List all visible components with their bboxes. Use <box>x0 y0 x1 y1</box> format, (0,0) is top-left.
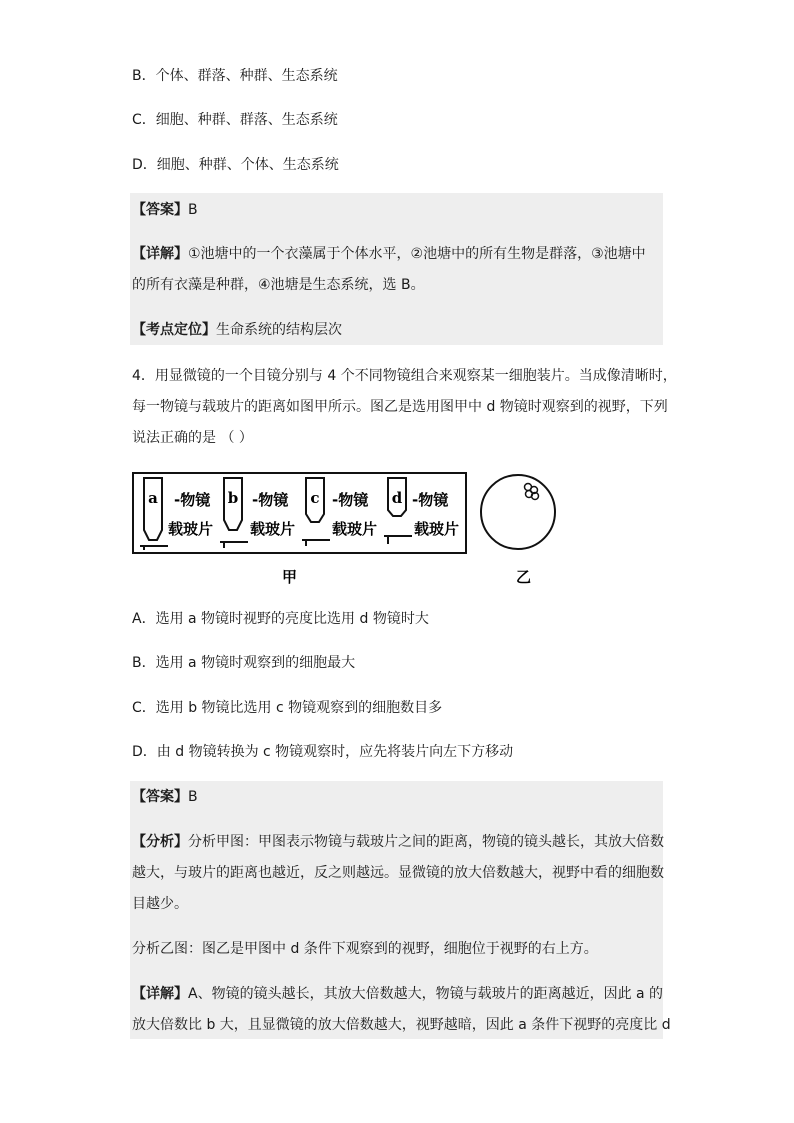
slide-label-c: 载玻片 <box>332 520 378 538</box>
q4-option-a: A．选用 a 物镜时视野的亮度比选用 d 物镜时大 <box>132 611 429 627</box>
q3-answer <box>132 200 198 220</box>
analysis-tag: 【分析】 <box>132 834 188 850</box>
q4-stem-line1: 4．用显微镜的一个目镜分别与 4 个不同物镜组合来观察某一细胞装片。当成像清晰时， <box>132 368 677 384</box>
q4-option-c: C．选用 b 物镜比选用 c 物镜观察到的细胞数目多 <box>132 700 443 716</box>
objective-label-b: -物镜 <box>252 491 289 509</box>
cells-cluster <box>525 484 539 500</box>
figure-caption-jia: 甲 <box>282 568 298 586</box>
detail-text: A、物镜的镜头越长，其放大倍数越大，物镜与载玻片的距离越近，因此 a 的 <box>188 986 664 1002</box>
q4-analysis-line3: 目越少。 <box>132 896 188 912</box>
slide-label-a: 载玻片 <box>168 520 214 538</box>
answer-value: B <box>188 202 198 218</box>
knowledge-point-text: 生命系统的结构层次 <box>216 322 342 338</box>
q3-option-b: B．个体、群落、种群、生态系统 <box>132 68 338 84</box>
lens-letter-b: b <box>227 489 239 507</box>
objective-label-a: -物镜 <box>174 491 211 509</box>
q4-stem-line3: 说法正确的是 （ ） <box>132 430 253 446</box>
q4-stem-line2: 每一物镜与载玻片的距离如图甲所示。图乙是选用图甲中 d 物镜时观察到的视野，下列 <box>132 399 668 415</box>
q4-detail-line1 <box>132 984 663 1004</box>
objective-a <box>140 478 168 550</box>
objective-label-d: -物镜 <box>412 491 449 509</box>
q3-knowledge-point <box>132 320 342 340</box>
slide-label-b: 载玻片 <box>250 520 296 538</box>
q3-detail-line2: 的所有衣藻是种群，④池塘是生态系统，选 B。 <box>132 277 425 293</box>
objective-c <box>302 478 330 546</box>
q4-analysis-line4: 分析乙图：图乙是甲图中 d 条件下观察到的视野，细胞位于视野的右上方。 <box>132 941 598 957</box>
answer-tag: 【答案】 <box>132 202 188 218</box>
objective-d <box>384 478 412 544</box>
detail-tag: 【详解】 <box>132 986 188 1002</box>
slide-label-d: 载玻片 <box>414 520 460 538</box>
q3-option-c: C．细胞、种群、群落、生态系统 <box>132 112 338 128</box>
q4-option-b: B．选用 a 物镜时观察到的细胞最大 <box>132 655 356 671</box>
objective-b <box>220 478 248 548</box>
q3-option-d: D．细胞、种群、个体、生态系统 <box>132 157 339 173</box>
q4-answer <box>132 787 198 807</box>
microscope-figure <box>132 470 562 588</box>
q4-analysis-line2: 越大，与玻片的距离也越近，反之则越远。显微镜的放大倍数越大，视野中看的细胞数 <box>132 865 664 881</box>
figure-jia-frame <box>133 473 466 553</box>
q4-analysis-line1 <box>132 832 664 852</box>
answer-value: B <box>188 789 198 805</box>
knowledge-point-tag: 【考点定位】 <box>132 322 216 338</box>
lens-letter-c: c <box>310 489 320 507</box>
q4-option-d: D．由 d 物镜转换为 c 物镜观察时，应先将装片向左下方移动 <box>132 744 514 760</box>
answer-tag: 【答案】 <box>132 789 188 805</box>
figure-caption-yi: 乙 <box>516 568 532 586</box>
detail-text: ①池塘中的一个衣藻属于个体水平，②池塘中的所有生物是群落，③池塘中 <box>188 246 646 262</box>
objective-label-c: -物镜 <box>332 491 369 509</box>
detail-tag: 【详解】 <box>132 246 188 262</box>
q3-detail-line1 <box>132 244 646 264</box>
field-of-view-circle <box>481 475 555 549</box>
lens-letter-d: d <box>391 489 403 507</box>
analysis-text: 分析甲图：甲图表示物镜与载玻片之间的距离，物镜的镜头越长，其放大倍数 <box>188 834 664 850</box>
lens-letter-a: a <box>148 489 158 507</box>
q4-detail-line2: 放大倍数比 b 大，且显微镜的放大倍数越大，视野越暗，因此 a 条件下视野的亮度比 d <box>132 1017 671 1033</box>
